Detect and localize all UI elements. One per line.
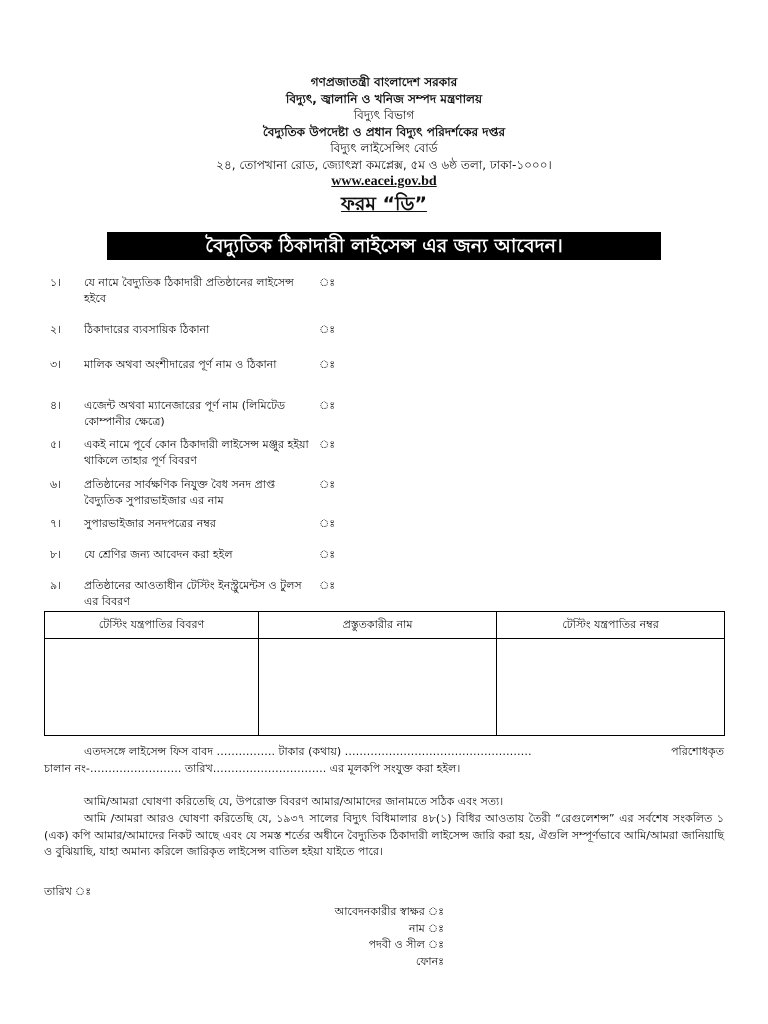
table-header-row	[45, 612, 725, 639]
item-label: প্রতিষ্ঠানের আওতাধীন টেস্টিং ইনস্ট্রুমেন্টস ও টুলস এর বিবরণ	[84, 579, 302, 608]
fee-paragraph	[44, 744, 724, 777]
phone-label: ফোনঃ	[415, 955, 444, 968]
item-colon: ঃ	[319, 358, 336, 371]
fee-text: এতদসঙ্গে লাইসেন্স ফিস বাবদ ……………. টাকার (কথায়) ……………………………………………	[84, 745, 532, 758]
date-label: তারিখ ঃ	[44, 885, 92, 898]
column-header: টেস্টিং যন্ত্রপাতির নম্বর	[497, 612, 725, 639]
item-colon: ঃ	[319, 276, 336, 289]
item-colon: ঃ	[319, 399, 336, 412]
item-label: সুপারভাইজার সনদপত্রের নম্বর	[84, 517, 216, 530]
item-colon: ঃ	[319, 323, 336, 336]
column-header: টেস্টিং যন্ত্রপাতির বিবরণ	[45, 612, 259, 639]
form-banner: বৈদ্যুতিক ঠিকাদারী লাইসেন্স এর জন্য আবেদন।	[107, 232, 661, 260]
item-colon: ঃ	[319, 548, 336, 561]
item-label: যে নামে বৈদ্যুতিক ঠিকাদারী প্রতিষ্ঠানের লাইসেন্স হইবে	[84, 276, 294, 305]
item-label: মালিক অথবা অংশীদারের পূর্ণ নাম ও ঠিকানা	[84, 358, 277, 371]
item-number: ৯।	[50, 579, 62, 592]
challan-line: চালান নং-……………………. তারিখ…………………………. এর মূলকপি সংযুক্ত করা হইল।	[44, 761, 461, 775]
letterhead	[0, 74, 768, 217]
item-label: প্রতিষ্ঠানের সার্বক্ষণিক নিযুক্ত বৈধ সনদ প্রাপ্ত বৈদ্যুতিক সুপারভাইজার এর নাম	[84, 478, 275, 507]
item-colon: ঃ	[319, 438, 336, 451]
office-name: বৈদ্যুতিক উপদেষ্টা ও প্রধান বিদ্যুৎ পরিদর্শকের দপ্তর	[262, 124, 506, 139]
division-name: বিদ্যুৎ বিভাগ	[353, 108, 415, 122]
table-row	[45, 639, 725, 736]
equipment-number-cell[interactable]	[497, 639, 725, 736]
testing-equipment-table	[44, 611, 725, 736]
column-header: প্রস্তুতকারীর নাম	[259, 612, 497, 639]
government-name: গণপ্রজাতন্ত্রী বাংলাদেশ সরকার	[310, 75, 458, 89]
item-number: ১।	[50, 276, 62, 289]
applicant-signature-label: আবেদনকারীর স্বাক্ষর ঃ	[334, 905, 444, 918]
manufacturer-name-cell[interactable]	[259, 639, 497, 736]
item-number: ৮।	[50, 548, 62, 561]
declaration-1: আমি/আমরা ঘোষণা করিতেছি যে, উপরোক্ত বিবরণ আমার/আমাদের জানামতে সঠিক এবং সত্য।	[84, 795, 504, 808]
item-number: ৫।	[50, 438, 62, 451]
item-colon: ঃ	[319, 478, 336, 491]
item-label: যে শ্রেণির জন্য আবেদন করা হইল	[84, 548, 233, 561]
item-number: ৬।	[50, 478, 62, 491]
item-number: ৪।	[50, 399, 62, 412]
fee-line-1	[44, 744, 724, 761]
item-label: এজেন্ট অথবা ম্যানেজারের পূর্ণ নাম (লিমিটেড কোম্পানীর ক্ষেত্রে)	[84, 399, 286, 428]
applicant-name-label: নাম ঃ	[408, 922, 444, 935]
office-address: ২৪, তোপখানা রোড, জ্যোৎস্না কমপ্লেক্স, ৫ম ও ৬ষ্ঠ তলা, ঢাকা-১০০০।	[216, 157, 552, 172]
item-label: ঠিকাদারের ব্যবসায়িক ঠিকানা	[84, 323, 210, 336]
item-colon: ঃ	[319, 579, 336, 592]
item-number: ৭।	[50, 517, 62, 530]
item-label: একই নামে পূর্বে কোন ঠিকাদারী লাইসেন্স মঞ্জুর হইয়া থাকিলে তাহার পূর্ণ বিবরণ	[84, 438, 309, 467]
form-title: ফরম “ডি”	[341, 193, 427, 215]
fee-paid-text: পরিশোধকৃত	[671, 745, 724, 758]
ministry-name: বিদ্যুৎ, জ্বালানি ও খনিজ সম্পদ মন্ত্রণালয়	[285, 91, 483, 106]
board-name: বিদ্যুৎ লাইসেন্সিং বোর্ড	[330, 141, 438, 155]
website-link[interactable]: www.eacei.gov.bd	[331, 174, 437, 189]
item-number: ২।	[50, 323, 62, 336]
designation-seal-label: পদবী ও সীল ঃ	[368, 938, 444, 951]
item-number: ৩।	[50, 358, 62, 371]
declaration-2: আমি /আমরা আরও ঘোষণা করিতেছি যে, ১৯৩৭ সালের বিদ্যুৎ বিধিমালার ৪৮(১) বিধির আওতায় তৈরী “রেগুলেশন্স” এর সর্বশেষ সংকলিত ১ (এক) কপি আমার/আমাদের নিকট আছে এবং যে সমস্ত শর্তের অধীনে বৈদ্যুতিক ঠিকাদারী লাইসেন্স জারি করা হয়, ঐগুলি সম্পূর্ণভাবে আমি/আমরা জানিয়াছি ও বুঝিয়াছি, যাহা অমান্য করিলে জারিকৃত লাইসেন্স বাতিল হইয়া যাইতে পারে।	[44, 812, 724, 858]
equipment-description-cell[interactable]	[45, 639, 259, 736]
item-colon: ঃ	[319, 517, 336, 530]
